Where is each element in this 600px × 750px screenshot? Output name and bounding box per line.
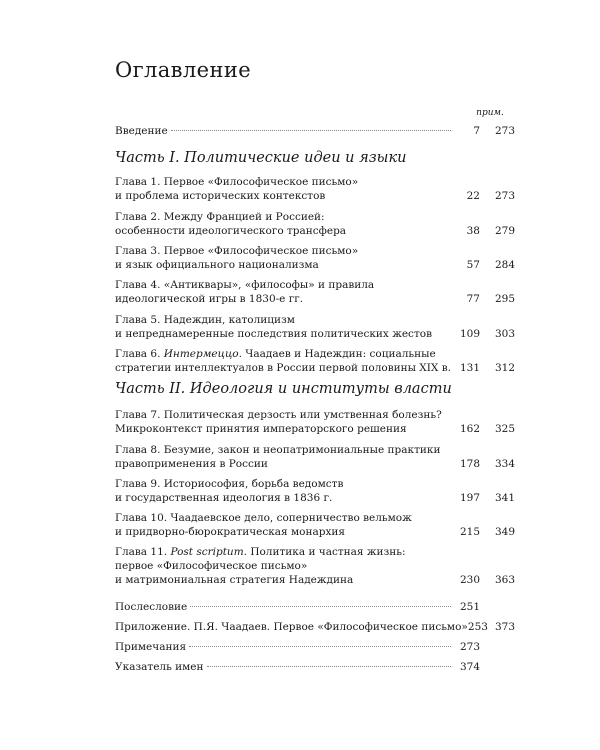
chapter-line: и государственная идеология в 1836 г. <box>115 492 333 504</box>
part-1-heading: Часть I. Политические идеи и языки <box>115 150 407 166</box>
toc-entry-chapter-2[interactable] <box>115 210 515 238</box>
toc-entry-chapter-8[interactable] <box>115 443 515 471</box>
chapter-line: стратегии интеллектуалов в России первой половины XIX в. <box>115 362 451 374</box>
page-number: 57 <box>466 259 480 271</box>
dot-leader <box>190 606 451 607</box>
chapter-line: правоприменения в России <box>115 458 268 470</box>
toc-entry-chapter-9[interactable] <box>115 477 515 505</box>
page-number: 197 <box>459 492 480 504</box>
chapter-line: и придворно-бюрократическая монархия <box>115 526 346 538</box>
notes-page-number: 325 <box>494 423 515 435</box>
notes-page-number: 273 <box>494 190 515 202</box>
chapter-line <box>115 347 436 361</box>
chapter-line: Глава 2. Между Францией и Россией: <box>115 211 325 223</box>
page-number: 273 <box>459 641 480 653</box>
toc-entry-intro[interactable] <box>115 124 515 138</box>
page-number: 7 <box>473 125 480 137</box>
toc-entry-appendix[interactable] <box>115 620 515 634</box>
page-number: 374 <box>459 661 480 673</box>
page-number: 215 <box>459 526 480 538</box>
page-number: 22 <box>466 190 480 202</box>
page-number: 109 <box>459 328 480 340</box>
notes-page-number: 279 <box>494 225 515 237</box>
chapter-title: . Политика и частная жизнь: <box>243 546 406 558</box>
chapter-line: Глава 5. Надеждин, католицизм <box>115 314 295 326</box>
chapter-number: Глава 6. <box>115 348 164 360</box>
chapter-title: . Чаадаев и Надеждин: социальные <box>238 348 436 360</box>
page-number: 131 <box>459 362 480 374</box>
notes-page-number: 312 <box>494 362 515 374</box>
chapter-line: и непреднамеренные последствия политических жестов <box>115 328 432 340</box>
entry-label: Примечания <box>115 641 187 653</box>
toc-entry-chapter-6[interactable] <box>115 347 515 375</box>
page-title: Оглавление <box>115 58 252 82</box>
page-number: 251 <box>459 601 480 613</box>
chapter-italic-title: Post scriptum <box>170 546 244 558</box>
page-number: 38 <box>466 225 480 237</box>
notes-page-number: 334 <box>494 458 515 470</box>
chapter-line: Глава 9. Историософия, борьба ведомств <box>115 478 344 490</box>
chapter-italic-title: Интермеццо <box>163 348 239 360</box>
notes-page-number: 284 <box>494 259 515 271</box>
notes-column-label: прим. <box>476 108 504 118</box>
chapter-line: особенности идеологического трансфера <box>115 225 347 237</box>
toc-entry-chapter-5[interactable] <box>115 313 515 341</box>
notes-page-number: 303 <box>494 328 515 340</box>
toc-entry-chapter-7[interactable] <box>115 408 515 436</box>
chapter-line: Глава 1. Первое «Философическое письмо» <box>115 176 359 188</box>
toc-entry-chapter-10[interactable] <box>115 511 515 539</box>
page-number: 253 <box>467 621 488 633</box>
notes-page-number: 373 <box>494 621 515 633</box>
chapter-line: Микроконтекст принятия императорского решения <box>115 423 407 435</box>
page-number: 178 <box>459 458 480 470</box>
chapter-line: первое «Философическое письмо» <box>115 560 308 572</box>
toc-entry-chapter-1[interactable] <box>115 175 515 203</box>
toc-entry-afterword[interactable] <box>115 600 515 614</box>
toc-entry-chapter-3[interactable] <box>115 244 515 272</box>
entry-label: Введение <box>115 125 168 137</box>
chapter-line: Глава 7. Политическая дерзость или умственная болезнь? <box>115 409 442 421</box>
dot-leader <box>207 666 451 667</box>
part-2-heading: Часть II. Идеология и институты власти <box>115 381 452 397</box>
notes-page-number: 341 <box>494 492 515 504</box>
toc-entry-chapter-4[interactable] <box>115 278 515 306</box>
page-number: 162 <box>459 423 480 435</box>
dot-leader <box>189 646 451 647</box>
dot-leader <box>171 130 451 131</box>
entry-label: Приложение. П.Я. Чаадаев. Первое «Философическое письмо» <box>115 621 468 633</box>
entry-label: Указатель имен <box>115 661 204 673</box>
chapter-line: Глава 8. Безумие, закон и неопатримониальные практики <box>115 444 441 456</box>
notes-page-number: 349 <box>494 526 515 538</box>
chapter-line: Глава 3. Первое «Философическое письмо» <box>115 245 359 257</box>
chapter-line <box>115 545 406 559</box>
chapter-line: и матримониальная стратегия Надеждина <box>115 574 354 586</box>
chapter-number: Глава 11. <box>115 546 171 558</box>
notes-page-number: 363 <box>494 574 515 586</box>
toc-entry-chapter-11[interactable] <box>115 545 515 587</box>
entry-label: Послесловие <box>115 601 188 613</box>
notes-page-number: 273 <box>494 125 515 137</box>
toc-entry-notes[interactable] <box>115 640 515 654</box>
chapter-line: и язык официального национализма <box>115 259 319 271</box>
chapter-line: Глава 4. «Антиквары», «философы» и правила <box>115 279 375 291</box>
toc-entry-index[interactable] <box>115 660 515 674</box>
chapter-line: Глава 10. Чаадаевское дело, соперничество вельмож <box>115 512 412 524</box>
chapter-line: и проблема исторических контекстов <box>115 190 326 202</box>
page-number: 230 <box>459 574 480 586</box>
notes-page-number: 295 <box>494 293 515 305</box>
chapter-line: идеологической игры в 1830-е гг. <box>115 293 304 305</box>
page-number: 77 <box>466 293 480 305</box>
